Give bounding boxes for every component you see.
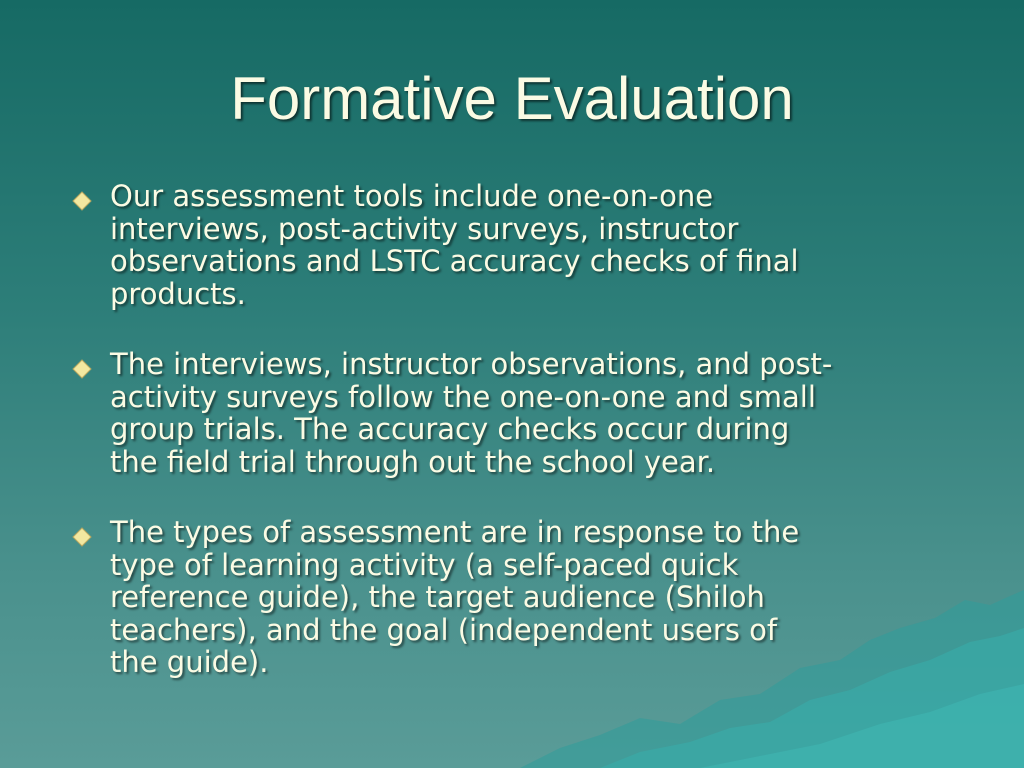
diamond-bullet-icon [72, 527, 92, 547]
bullet-text: Our assessment tools include one-on-one interviews, post-activity surveys, instructor observations and LSTC accuracy checks of final products. [110, 179, 799, 311]
diamond-bullet-icon [72, 191, 92, 211]
bullet-item [72, 516, 972, 679]
bullet-item [72, 180, 972, 310]
bullet-text: The interviews, instructor observations, and post- activity surveys follow the one-on-one and small group trials. The accuracy checks occur during the field trial through out the school year. [110, 347, 833, 479]
bullet-list [72, 180, 972, 717]
bullet-text: The types of assessment are in response to the type of learning activity (a self-paced quick reference guide), the target audience (Shiloh teachers), and the goal (independent users of the guide). [110, 515, 800, 679]
diamond-bullet-icon [72, 359, 92, 379]
bullet-item [72, 348, 972, 478]
slide-title: Formative Evaluation [230, 65, 794, 132]
